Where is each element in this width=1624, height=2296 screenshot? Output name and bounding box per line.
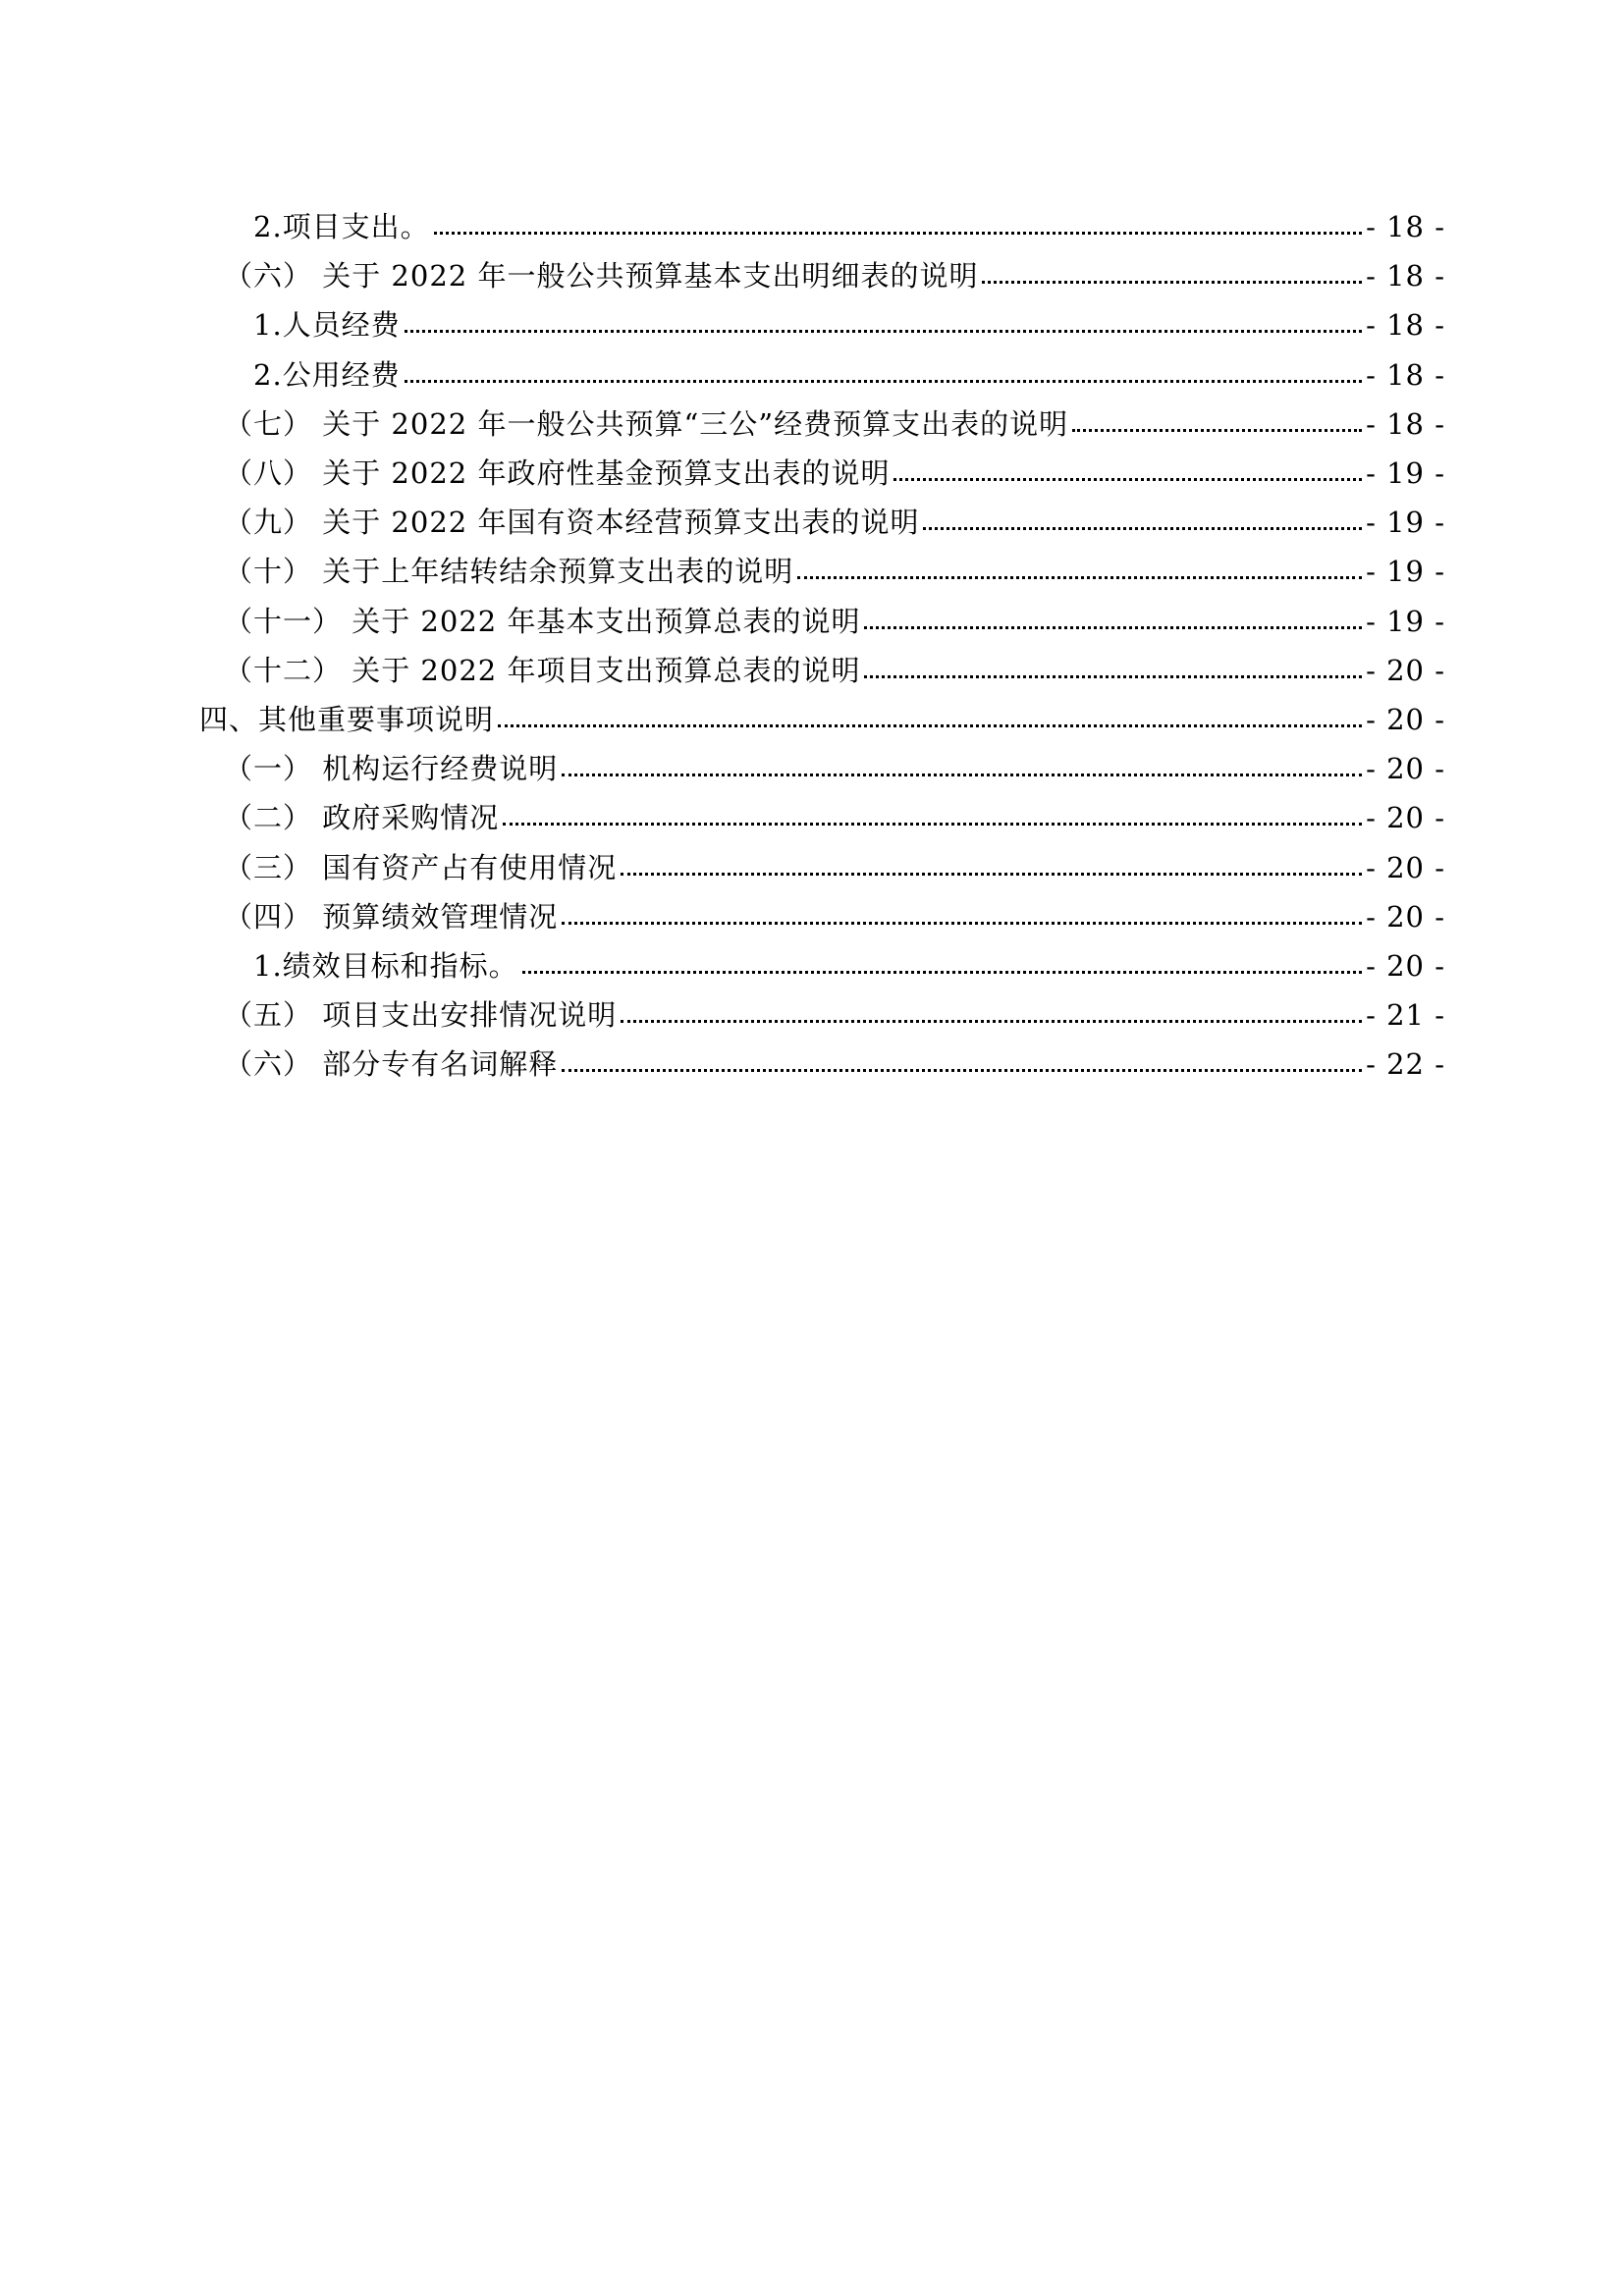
- toc-entry-page-number: - 19 -: [1366, 605, 1445, 638]
- toc-entry[interactable]: [224, 793, 1445, 842]
- toc-entry[interactable]: [253, 350, 1445, 400]
- toc-entry-page-number: - 20 -: [1366, 851, 1445, 884]
- dot-leader: [562, 921, 1362, 925]
- toc-entry-title: （九） 关于 2022 年国有资本经营预算支出表的说明: [224, 506, 920, 539]
- dot-leader: [893, 477, 1362, 481]
- toc-entry[interactable]: [224, 1040, 1445, 1089]
- toc-entry-page-number: - 21 -: [1366, 998, 1445, 1032]
- dot-leader: [434, 231, 1362, 235]
- dot-leader: [797, 575, 1362, 579]
- toc-entry[interactable]: [253, 300, 1445, 349]
- toc-entry-page-number: - 18 -: [1366, 210, 1445, 243]
- toc-entry-page-number: - 18 -: [1366, 259, 1445, 293]
- dot-leader: [864, 674, 1362, 678]
- toc-entry-title: 2.公用经费: [253, 358, 401, 392]
- dot-leader: [405, 379, 1362, 383]
- toc-entry-title: 1.人员经费: [253, 308, 401, 342]
- dot-leader: [982, 280, 1362, 284]
- toc-entry[interactable]: [199, 695, 1445, 744]
- dot-leader: [923, 526, 1362, 530]
- toc-entry-page-number: - 18 -: [1366, 308, 1445, 342]
- toc-entry-title: 2.项目支出。: [253, 210, 430, 243]
- toc-entry-page-number: - 18 -: [1366, 358, 1445, 392]
- toc-entry[interactable]: [224, 547, 1445, 596]
- toc-entry-title: （一） 机构运行经费说明: [224, 752, 559, 785]
- toc-entry[interactable]: [224, 990, 1445, 1040]
- toc-entry[interactable]: [224, 843, 1445, 892]
- toc-entry-title: （七） 关于 2022 年一般公共预算“三公”经费预算支出表的说明: [224, 407, 1069, 441]
- toc-entry-title: 1.绩效目标和指标。: [253, 949, 518, 983]
- dot-leader: [621, 1019, 1362, 1023]
- toc-entry[interactable]: [224, 646, 1445, 695]
- toc-entry[interactable]: [253, 941, 1445, 990]
- toc-entry-title: （十二） 关于 2022 年项目支出预算总表的说明: [224, 654, 861, 687]
- toc-entry[interactable]: [224, 498, 1445, 547]
- toc-entry-title: （十） 关于上年结转结余预算支出表的说明: [224, 555, 794, 588]
- toc-entry-page-number: - 20 -: [1366, 949, 1445, 983]
- toc-entry-page-number: - 20 -: [1366, 801, 1445, 834]
- toc-entry[interactable]: [224, 892, 1445, 941]
- toc-entry[interactable]: [224, 597, 1445, 646]
- toc-entry[interactable]: [253, 202, 1445, 251]
- toc-entry[interactable]: [224, 449, 1445, 498]
- toc-entry-title: （三） 国有资产占有使用情况: [224, 851, 618, 884]
- dot-leader: [562, 773, 1362, 776]
- toc-entry-page-number: - 19 -: [1366, 555, 1445, 588]
- toc-entry-title: （八） 关于 2022 年政府性基金预算支出表的说明: [224, 456, 891, 490]
- toc-entry-page-number: - 20 -: [1366, 900, 1445, 934]
- toc-entry-page-number: - 18 -: [1366, 407, 1445, 441]
- toc-entry-page-number: - 20 -: [1366, 752, 1445, 785]
- toc-entry-title: 四、其他重要事项说明: [199, 703, 495, 736]
- toc-entry-page-number: - 20 -: [1366, 654, 1445, 687]
- dot-leader: [498, 723, 1362, 727]
- dot-leader: [405, 329, 1362, 333]
- toc-entry-title: （五） 项目支出安排情况说明: [224, 998, 618, 1032]
- dot-leader: [503, 822, 1362, 826]
- toc-entry-page-number: - 22 -: [1366, 1047, 1445, 1081]
- toc-entry-title: （四） 预算绩效管理情况: [224, 900, 559, 934]
- toc-entry-title: （六） 部分专有名词解释: [224, 1047, 559, 1081]
- dot-leader: [562, 1068, 1362, 1072]
- dot-leader: [621, 872, 1362, 876]
- toc-entry[interactable]: [224, 744, 1445, 793]
- toc-entry-page-number: - 19 -: [1366, 506, 1445, 539]
- toc-entry-page-number: - 20 -: [1366, 703, 1445, 736]
- toc-entry-page-number: - 19 -: [1366, 456, 1445, 490]
- dot-leader: [522, 970, 1362, 974]
- dot-leader: [1072, 428, 1362, 432]
- toc-entry[interactable]: [224, 251, 1445, 300]
- toc-entry-title: （十一） 关于 2022 年基本支出预算总表的说明: [224, 605, 861, 638]
- toc-entry[interactable]: [224, 400, 1445, 449]
- dot-leader: [864, 625, 1362, 629]
- toc-entry-title: （二） 政府采购情况: [224, 801, 500, 834]
- toc-entry-title: （六） 关于 2022 年一般公共预算基本支出明细表的说明: [224, 259, 979, 293]
